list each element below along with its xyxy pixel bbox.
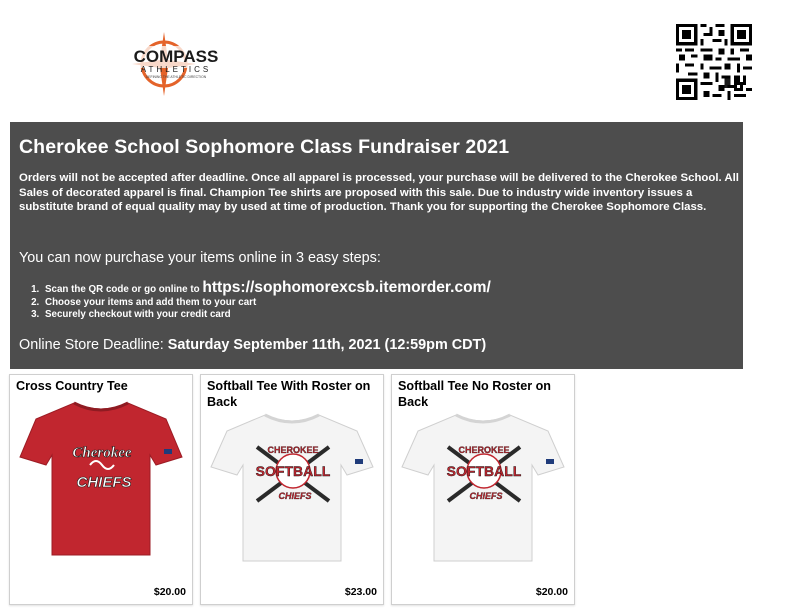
compass-athletics-logo (118, 30, 230, 98)
red-tshirt-image[interactable] (16, 395, 186, 565)
product-name: Softball Tee No Roster on Back (398, 379, 552, 409)
step-3: 3. Securely checkout with your credit card (42, 309, 491, 322)
steps-intro: You can now purchase your items online in 3 easy steps: (19, 250, 381, 266)
logo-tagline: DEFINING THE ATHLETIC DIRECTION (145, 75, 207, 79)
store-deadline (19, 337, 486, 353)
banner-title: Cherokee School Sophomore Class Fundraiser 2021 (19, 136, 510, 158)
shirt-print-line-2: SOFTBALL (446, 463, 522, 479)
qr-code-icon (676, 24, 752, 100)
shirt-print-line-3: CHIEFS (278, 491, 312, 501)
shirt-print-line-3: CHIEFS (469, 491, 503, 501)
shirt-print-line-1: Cherokee (72, 445, 132, 461)
step-1-text: Scan the QR code or go online to (45, 284, 203, 295)
product-name: Softball Tee With Roster on Back (207, 379, 371, 409)
champion-logo-icon (164, 449, 172, 454)
step-2: 2. Choose your items and add them to your cart (42, 297, 491, 310)
fundraiser-banner (10, 122, 743, 369)
product-price: $20.00 (535, 586, 568, 598)
product-price: $23.00 (344, 586, 377, 598)
product-card-softball-tee-no-roster[interactable] (391, 374, 575, 605)
banner-description: Orders will not be accepted after deadline. Once all apparel is processed, your purchase will be delivered to the Cherokee School. All Sales of decorated apparel is final. Champion Tee shirts are proposed with this sale. Due to industry wide inventory issues a substitute brand of equal quality may by used at time of production. Thank you for supporting the Cherokee Sophomore Class. (19, 172, 739, 214)
champion-logo-icon (355, 459, 363, 464)
shirt-print-line-1: CHEROKEE (458, 445, 510, 455)
shirt-print-line-2: CHIEFS (76, 474, 132, 491)
steps-list (20, 279, 491, 322)
deadline-label: Online Store Deadline: (19, 337, 168, 353)
logo-text: COMPASS (133, 47, 219, 66)
shirt-print-line-2: SOFTBALL (255, 463, 331, 479)
product-card-softball-tee-roster[interactable] (200, 374, 384, 605)
store-url-link[interactable]: https://sophomorexcsb.itemorder.com/ (202, 279, 491, 296)
white-tshirt-image[interactable] (398, 409, 568, 569)
shirt-print-line-1: CHEROKEE (267, 445, 319, 455)
champion-logo-icon (546, 459, 554, 464)
product-name: Cross Country Tee (16, 379, 128, 393)
white-tshirt-image[interactable] (207, 409, 377, 569)
logo-subtext: ATHLETICS (140, 65, 212, 74)
step-1 (42, 279, 491, 297)
deadline-value: Saturday September 11th, 2021 (12:59pm CDT) (167, 337, 487, 353)
product-card-cross-country-tee[interactable] (9, 374, 193, 605)
product-price: $20.00 (153, 586, 186, 598)
